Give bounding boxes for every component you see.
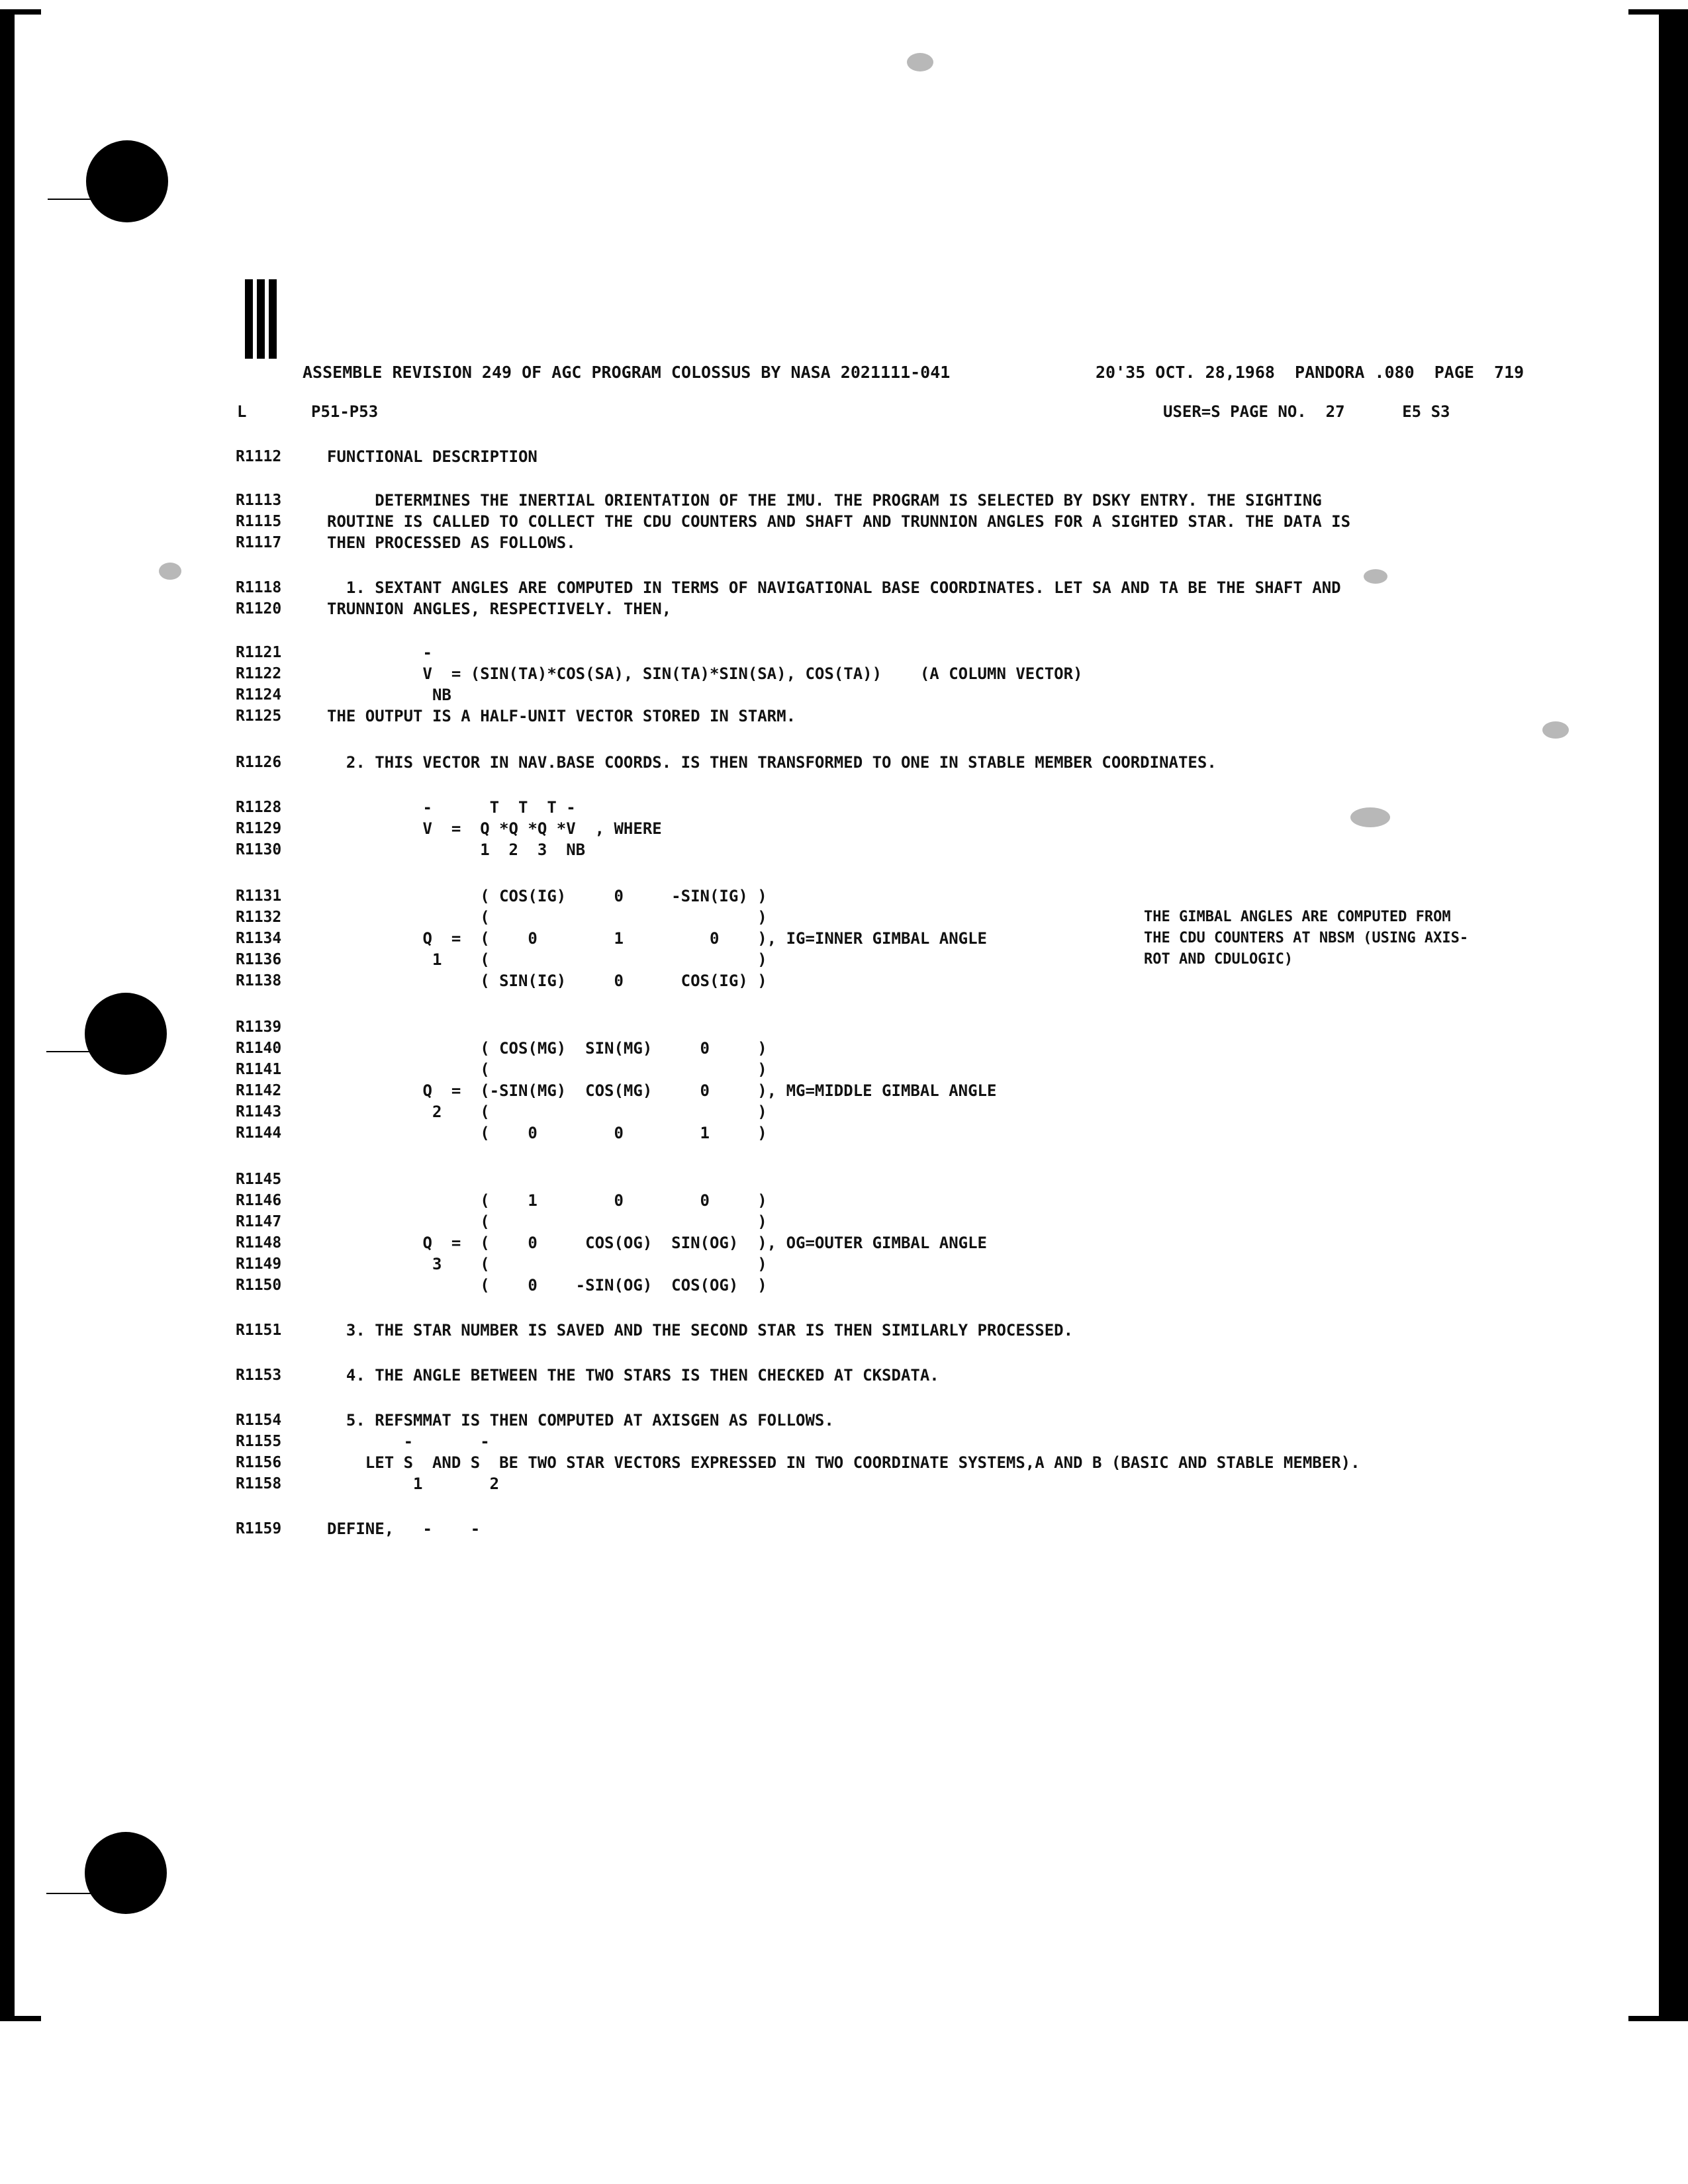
binder-hole-icon <box>85 993 167 1075</box>
listing-header: ASSEMBLE REVISION 249 OF AGC PROGRAM COLOSSUS BY NASA 2021111-041 <box>303 363 951 382</box>
binder-hole-icon <box>86 140 168 222</box>
listing-header-date: 20'35 OCT. 28,1968 PANDORA .080 PAGE 719 <box>1096 363 1524 382</box>
program-label: P51-P53 <box>311 402 379 421</box>
page-frame-right-bottom <box>1628 2016 1688 2021</box>
scan-speck <box>159 563 181 580</box>
scan-speck <box>1350 807 1390 827</box>
page-frame-left-bottom <box>0 2016 41 2021</box>
binder-hole-icon <box>85 1832 167 1914</box>
page-frame-left-top <box>0 9 41 15</box>
scan-speck <box>1364 569 1387 584</box>
filing-mark-icon <box>245 279 282 359</box>
binder-tick <box>46 1893 93 1894</box>
listing-marker: L <box>237 402 247 421</box>
page-frame-right <box>1659 9 1688 2021</box>
gimbal-note-line: THE GIMBAL ANGLES ARE COMPUTED FROM <box>1144 909 1451 925</box>
user-page-label: USER=S PAGE NO. 27 E5 S3 <box>1163 402 1450 421</box>
gimbal-note-line: ROT AND CDULOGIC) <box>1144 951 1293 968</box>
gimbal-note-line: THE CDU COUNTERS AT NBSM (USING AXIS- <box>1144 930 1469 946</box>
page-frame-left <box>0 9 15 2021</box>
page-frame-right-top <box>1628 9 1688 15</box>
scan-speck <box>1542 721 1569 739</box>
binder-tick <box>48 199 94 200</box>
binder-tick <box>46 1051 93 1052</box>
scan-speck <box>907 53 933 71</box>
